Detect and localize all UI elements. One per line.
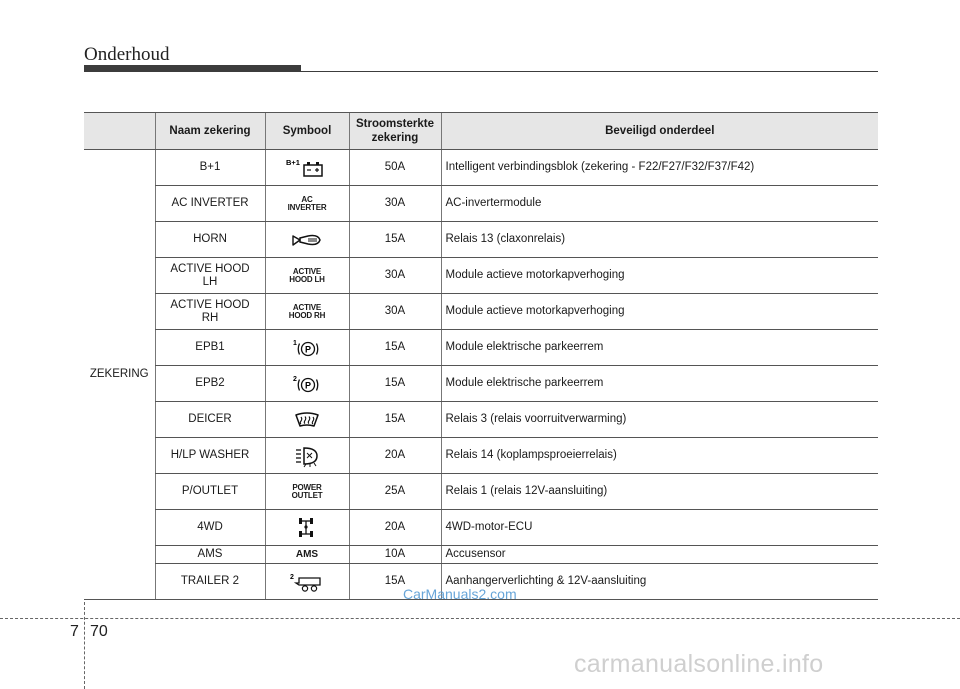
parking-brake-icon — [290, 373, 324, 395]
fuse-name: AC INVERTER — [155, 186, 265, 222]
windshield-deicer-icon — [293, 411, 321, 429]
table-row — [84, 438, 878, 474]
fuse-part: Relais 14 (koplampsproeierrelais) — [441, 438, 878, 474]
table-row — [84, 510, 878, 546]
table-row — [84, 150, 878, 186]
svg-text:P: P — [304, 379, 312, 390]
fuse-name: AMS — [155, 546, 265, 564]
chapter-number: 7 — [70, 623, 79, 640]
header-group — [84, 113, 155, 150]
fuse-part: 4WD-motor-ECU — [441, 510, 878, 546]
trailer-icon — [289, 571, 325, 593]
fuse-name: TRAILER 2 — [155, 564, 265, 600]
battery-icon — [284, 156, 330, 180]
fuse-symbol — [265, 564, 349, 600]
fuse-name: 4WD — [155, 510, 265, 546]
fuse-symbol — [265, 330, 349, 366]
svg-text:2: 2 — [293, 375, 297, 383]
fuse-table — [84, 112, 878, 600]
battery-icon-label: B+1 — [286, 157, 300, 167]
header-name: Naam zekering — [155, 113, 265, 150]
fuse-name: P/OUTLET — [155, 474, 265, 510]
fuse-part: Intelligent verbindingsblok (zekering - F22/F27/F32/F37/F42) — [441, 150, 878, 186]
fuse-part: AC-invertermodule — [441, 186, 878, 222]
fuse-rating: 30A — [349, 294, 441, 330]
fuse-name: HORN — [155, 222, 265, 258]
fuse-rating: 10A — [349, 546, 441, 564]
table-header-row — [84, 113, 878, 150]
page-title: Onderhoud — [84, 44, 170, 65]
fuse-rating: 50A — [349, 150, 441, 186]
table-row — [84, 222, 878, 258]
fuse-symbol — [265, 186, 349, 222]
watermark-carmanuals2: CarManuals2.com — [403, 586, 517, 602]
fuse-part: Module actieve motorkapverhoging — [441, 258, 878, 294]
fuse-rating: 15A — [349, 330, 441, 366]
fuse-name: EPB2 — [155, 366, 265, 402]
fuse-name: EPB1 — [155, 330, 265, 366]
fuse-symbol — [265, 150, 349, 186]
fuse-symbol — [265, 222, 349, 258]
fuse-part: Relais 13 (claxonrelais) — [441, 222, 878, 258]
fuse-symbol — [265, 474, 349, 510]
fuse-part: Relais 1 (relais 12V-aansluiting) — [441, 474, 878, 510]
fuse-symbol — [265, 438, 349, 474]
page-number: 70 — [90, 623, 108, 640]
header-rule — [84, 71, 878, 72]
fuse-rating: 20A — [349, 438, 441, 474]
fuse-part: Module elektrische parkeerrem — [441, 366, 878, 402]
group-label: ZEKERING — [84, 150, 155, 600]
fuse-part: Aanhangerverlichting & 12V-aansluiting — [441, 564, 878, 600]
fuse-name: ACTIVE HOOD RH — [155, 294, 265, 330]
svg-text:1: 1 — [293, 339, 297, 347]
fuse-rating: 15A — [349, 366, 441, 402]
fuse-rating: 15A — [349, 222, 441, 258]
fuse-symbol — [265, 510, 349, 546]
ac-inverter-symbol: AC INVERTER — [287, 194, 327, 212]
svg-text:P: P — [304, 343, 312, 354]
table-row — [84, 366, 878, 402]
fuse-rating: 25A — [349, 474, 441, 510]
table-row — [84, 402, 878, 438]
header-rating-line1: Stroomsterkte — [356, 118, 434, 130]
fuse-name: B+1 — [155, 150, 265, 186]
fuse-symbol — [265, 546, 349, 564]
fuse-part: Module actieve motorkapverhoging — [441, 294, 878, 330]
fuse-name: ACTIVE HOOD LH — [155, 258, 265, 294]
ams-symbol: AMS — [295, 549, 319, 560]
fuse-rating: 15A — [349, 564, 441, 600]
parking-brake-icon — [290, 337, 324, 359]
header-rating — [349, 113, 441, 150]
header-part: Beveiligd onderdeel — [441, 113, 878, 150]
active-hood-rh-symbol: ACTIVE HOOD RH — [288, 302, 326, 320]
fuse-symbol — [265, 366, 349, 402]
fuse-part: Module elektrische parkeerrem — [441, 330, 878, 366]
table-row — [84, 474, 878, 510]
fuse-rating: 30A — [349, 258, 441, 294]
header-rating-line2: zekering — [371, 132, 419, 144]
footer-horizontal-rule — [0, 618, 960, 619]
table-row — [84, 258, 878, 294]
svg-text:2: 2 — [290, 573, 294, 581]
fuse-rating: 20A — [349, 510, 441, 546]
fuse-part: Relais 3 (relais voorruitverwarming) — [441, 402, 878, 438]
active-hood-lh-symbol: ACTIVE HOOD LH — [289, 266, 325, 284]
headlamp-washer-icon — [293, 444, 321, 468]
footer-vertical-rule — [84, 602, 85, 689]
fuse-rating: 15A — [349, 402, 441, 438]
table-row — [84, 186, 878, 222]
header-symbol: Symbool — [265, 113, 349, 150]
table-row — [84, 330, 878, 366]
fuse-symbol — [265, 258, 349, 294]
table-row — [84, 294, 878, 330]
horn-icon — [290, 230, 324, 250]
fuse-part: Accusensor — [441, 546, 878, 564]
four-wheel-drive-icon — [295, 516, 319, 540]
fuse-name: DEICER — [155, 402, 265, 438]
watermark-carmanualsonline: carmanualsonline.info — [574, 650, 824, 678]
fuse-name: H/LP WASHER — [155, 438, 265, 474]
fuse-symbol — [265, 294, 349, 330]
fuse-rating: 30A — [349, 186, 441, 222]
power-outlet-symbol: POWER OUTLET — [291, 482, 323, 500]
table-row — [84, 546, 878, 564]
fuse-symbol — [265, 402, 349, 438]
